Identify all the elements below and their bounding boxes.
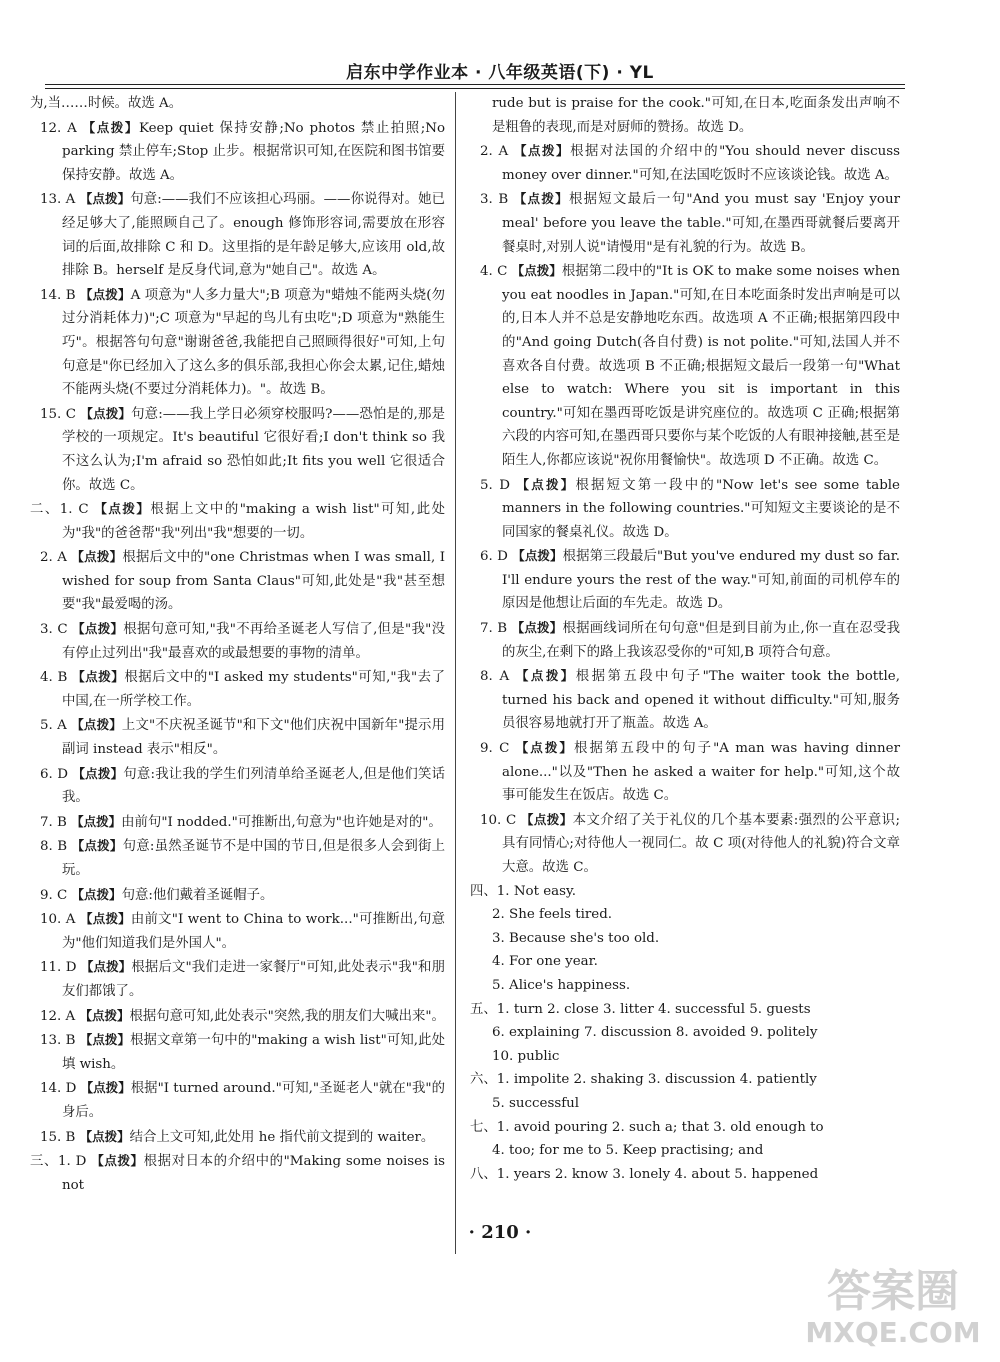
answer-line: 11. D 【点拨】根据后文"我们走进一家餐厅"可知,此处表示"我"和朋友们都饿了。 <box>40 959 445 999</box>
answer-line: 7. B 【点拨】由前句"I nodded."可推断出,句意为"也许她是对的"。 <box>40 813 442 830</box>
answer-line: 13. A 【点拨】句意:——我们不应该担心玛丽。——你说得对。她已经足够大了,能照顾自己了。enough 修饰形容词,需要放在形容词的后面,故排除 C 和 D。这里指的是年龄足够大,应该用 old,故排除 B。herself 是反身代词,意为"她自己"。故选 A。 <box>40 191 445 279</box>
answer-line: 5. Alice's happiness. <box>492 977 631 993</box>
watermark-text-cn: 答案圈 <box>827 1266 959 1317</box>
answer-line: 5. A 【点拨】上文"不庆祝圣诞节"和下文"他们庆祝中国新年"提示用副词 instead 表示"相反"。 <box>40 717 445 758</box>
answer-line: 4. too; for me to 5. Keep practising; and <box>492 1143 764 1159</box>
hint-tag: 【点拨】 <box>513 191 569 207</box>
header-rule <box>45 84 905 85</box>
answer-line: 六、1. impolite 2. shaking 3. discussion 4. patiently <box>470 1072 817 1088</box>
hint-tag: 【点拨】 <box>79 1007 130 1023</box>
answer-line: 15. C 【点拨】句意:——我上学日必须穿校服吗?——恐怕是的,那是学校的一项规定。It's beautiful 它很好看;I don't think so 我不这么认为;I'm afraid so 恐怕如此;It fits you well 它很适合你。故选 C。 <box>40 405 445 493</box>
hint-tag: 【点拨】 <box>94 501 151 517</box>
hint-tag: 【点拨】 <box>79 1032 131 1048</box>
answer-line: 6. D 【点拨】根据第三段最后"But you've endured my dust so far. I'll endure yours the rest of the way."可知,前面的司机停车的原因是他想让后面的车先走。故选 D。 <box>480 548 900 612</box>
answer-line: 三、1. D 【点拨】根据对日本的介绍中的"Making some noises is not <box>30 1153 445 1193</box>
answer-line: 四、1. Not easy. <box>470 883 577 899</box>
answer-line: 13. B 【点拨】根据文章第一句中的"making a wish list"可知,此处填 wish。 <box>40 1032 445 1072</box>
hint-tag: 【点拨】 <box>512 548 563 564</box>
answer-line: 3. B 【点拨】根据短文最后一句"And you must say 'Enjoy your meal' before you leave the table."可知,在墨西哥就餐后要离开餐桌时,对别人说"请慢用"是有礼貌的行为。故选 B。 <box>480 191 900 255</box>
answer-line: 3. C 【点拨】根据句意可知,"我"不再给圣诞老人写信了,但是"我"没有停止过列出"我"最喜欢的或最想要的事物的清单。 <box>40 621 445 661</box>
hint-tag: 【点拨】 <box>79 911 131 927</box>
hint-tag: 【点拨】 <box>71 549 123 565</box>
hint-tag: 【点拨】 <box>82 119 139 135</box>
hint-tag: 【点拨】 <box>79 191 131 207</box>
answer-line: 五、1. turn 2. close 3. litter 4. successful 5. guests <box>470 1001 811 1017</box>
hint-tag: 【点拨】 <box>71 838 123 854</box>
hint-tag: 【点拨】 <box>515 740 574 756</box>
answer-line: 12. A 【点拨】根据句意可知,此处表示"突然,我的朋友们大喊出来"。 <box>40 1007 445 1024</box>
column-divider <box>455 92 456 1254</box>
answer-line: 2. A 【点拨】根据对法国的介绍中的"You should never discuss money over dinner."可知,在法国吃饭时不应该谈论钱。故选 A。 <box>480 143 900 183</box>
answer-line: 8. B 【点拨】句意:虽然圣诞节不是中国的节日,但是很多人会到街上玩。 <box>40 838 445 878</box>
answer-line: 3. Because she's too old. <box>492 930 660 946</box>
answer-line: 2. A 【点拨】根据后文中的"one Christmas when I was small, I wished for soup from Santa Claus"可知,此处是"我"甚至想要"我"最爱喝的汤。 <box>40 549 445 613</box>
answer-line: rude but is praise for the cook."可知,在日本,吃面条发出声响不是粗鲁的表现,而是对厨师的赞扬。故选 D。 <box>492 96 900 135</box>
hint-tag: 【点拨】 <box>91 1153 144 1169</box>
hint-tag: 【点拨】 <box>71 813 122 829</box>
page-number: · 210 · <box>468 1222 532 1243</box>
hint-tag: 【点拨】 <box>72 621 124 637</box>
hint-tag: 【点拨】 <box>72 765 124 781</box>
hint-tag: 【点拨】 <box>79 1128 130 1144</box>
hint-tag: 【点拨】 <box>80 1080 131 1096</box>
answer-line: 4. B 【点拨】根据后文中的"I asked my students"可知,"我"去了中国,在一所学校工作。 <box>40 669 445 709</box>
hint-tag: 【点拨】 <box>514 143 571 159</box>
answer-line: 4. For one year. <box>492 954 598 970</box>
watermark-text-en: MXQE.COM <box>805 1316 981 1349</box>
answer-line: 10. C 【点拨】本文介绍了关于礼仪的几个基本要素:强烈的公平意识;具有同情心;对待他人一视同仁。故 C 项(对待他人的礼貌)符合文章大意。故选 C。 <box>480 811 900 875</box>
page-header: 启东中学作业本 · 八年级英语(下) · YL <box>346 63 654 83</box>
hint-tag: 【点拨】 <box>80 405 132 421</box>
answer-line: 为,当……时候。故选 A。 <box>30 96 183 111</box>
hint-tag: 【点拨】 <box>516 476 576 492</box>
answer-line: 二、1. C 【点拨】根据上文中的"making a wish list"可知,此处为"我"的爸爸帮"我"列出"我"想要的一切。 <box>30 501 445 541</box>
hint-tag: 【点拨】 <box>71 886 122 902</box>
hint-tag: 【点拨】 <box>71 717 122 733</box>
hint-tag: 【点拨】 <box>515 668 576 684</box>
answer-line: 9. C 【点拨】根据第五段中的句子"A man was having dinner alone..."以及"Then he asked a waiter for help."可知,这个故事可能发生在饭店。故选 C。 <box>480 740 900 804</box>
answer-line: 7. B 【点拨】根据画线词所在句句意"但是到目前为止,你一直在忍受我的灰尘,在剩下的路上我该忍受你的"可知,B 项符合句意。 <box>480 620 900 660</box>
answer-line: 10. A 【点拨】由前文"I went to China to work..."可推断出,句意为"他们知道我们是外国人"。 <box>40 911 445 951</box>
hint-tag: 【点拨】 <box>80 959 132 975</box>
answer-line: 15. B 【点拨】结合上文可知,此处用 he 指代前文提到的 waiter。 <box>40 1128 435 1145</box>
answer-line: 七、1. avoid pouring 2. such a; that 3. old enough to <box>470 1119 824 1135</box>
answer-line: 6. explaining 7. discussion 8. avoided 9. politely <box>492 1025 818 1041</box>
answer-line: 14. D 【点拨】根据"I turned around."可知,"圣诞老人"就在"我"的身后。 <box>40 1080 445 1120</box>
header-rule-thin <box>45 88 905 89</box>
hint-tag: 【点拨】 <box>72 669 125 685</box>
answer-line: 8. A 【点拨】根据第五段中句子"The waiter took the bottle, turned his back and opened it without difficulty."可知,服务员很容易地就打开了瓶盖。故选 A。 <box>480 668 900 732</box>
hint-tag: 【点拨】 <box>520 811 573 827</box>
answer-line: 4. C 【点拨】根据第二段中的"It is OK to make some noises when you eat noodles in Japan."可知,在日本吃面条时发出声响是可以的,日本人并不总是安静地吃东西。故选项 A 不正确;根据第四段中的"And going Dutch(各自付费) is not polite."可知,法国人并不喜欢各自付费。故选项 B 不正确;根据短文最后一段第一句"What else to watch: Where you sit is important in this country."可知在墨西哥吃饭是讲究座位的。故选项 C 正确;根据第六段的内容可知,在墨西哥只要你与某个吃饭的人有眼神接触,甚至是陌生人,你都应该说"祝你用餐愉快"。故选项 D 不正确。故选 C。 <box>480 263 900 468</box>
hint-tag: 【点拨】 <box>79 286 131 302</box>
left-column <box>30 92 445 1197</box>
answer-line: 5. successful <box>492 1095 580 1111</box>
watermark-logo <box>804 1254 982 1350</box>
answer-line: 10. public <box>492 1048 560 1064</box>
answer-line: 八、1. years 2. know 3. lonely 4. about 5. happened <box>470 1166 819 1182</box>
right-column <box>470 92 900 1186</box>
answer-line: 6. D 【点拨】句意:我让我的学生们列清单给圣诞老人,但是他们笑话我。 <box>40 765 445 806</box>
hint-tag: 【点拨】 <box>511 620 563 636</box>
answer-line: 9. C 【点拨】句意:他们戴着圣诞帽子。 <box>40 886 274 903</box>
answer-line: 12. A 【点拨】Keep quiet 保持安静;No photos 禁止拍照;No parking 禁止停车;Stop 止步。根据常识可知,在医院和图书馆要保持安静。故选 A。 <box>40 119 446 183</box>
answer-line: 2. She feels tired. <box>492 907 613 923</box>
hint-tag: 【点拨】 <box>511 263 562 279</box>
answer-line: 5. D 【点拨】根据短文第一段中的"Now let's see some table manners in the following countries."可知短文主要谈论的是不同国家的餐桌礼仪。故选 D。 <box>480 476 900 540</box>
answer-line: 14. B 【点拨】A 项意为"人多力量大";B 项意为"蜡烛不能两头烧(勿过分消耗体力)";C 项意为"早起的鸟儿有虫吃";D 项意为"熟能生巧"。根据答句句意"谢谢爸爸,我能把自己照顾得很好"可知,上句句意是"你已经加入了这么多的俱乐部,我担心你会太累,记住,蜡烛不能两头烧(不要过分消耗体力)。"。故选 B。 <box>40 286 445 398</box>
